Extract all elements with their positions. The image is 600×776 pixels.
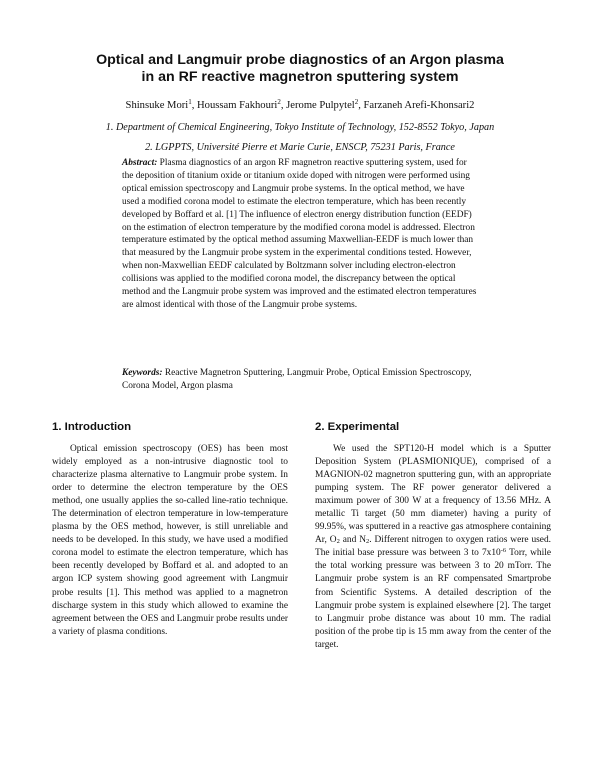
abstract-text: Plasma diagnostics of an argon RF magnetron reactive sputtering system, used for the deposition of titanium oxide or titanium oxide doped with nitrogen were performed using optical emission spectroscopy and Langmuir probe systems. In the optical method, we have used a modified corona model to estimate the electron temperature, which has been recently developed by Boffard et al. [1] The influence of electron energy distribution function (EEDF) on the estimation of electron temperature by the modified corona model is addressed. Electron temperature estimated by the optical method assuming Maxwellian-EEDF is much lower than that measured by the Langmuir probe system in the experimental conditions tested. However, when non-Maxwellian EEDF calculated by Boltzmann solver including electron-electron collisions was applied to the modified corona model, the discrepancy between the optical method and the Langmuir probe system was improved and the estimated electron temperatures are almost identical with those of the Langmuir probe systems.: [122, 158, 477, 310]
section-heading-experimental: 2. Experimental: [315, 421, 400, 433]
experimental-text-part-3: . Different nitrogen to oxygen ratios were used. The initial base pressure was between 3 to 7x10: [315, 535, 551, 559]
affiliation-2: 2. LGPPTS, Université Pierre et Marie Curie, ENSCP, 75231 Paris, France: [145, 142, 455, 153]
experimental-paragraph: [315, 443, 551, 652]
n2-subscript: 2: [365, 538, 370, 546]
author-list: Shinsuke Mori$^1$, Houssam Fakhouri$^2$, Jerome Pulpytel$^2$, Farzaneh Arefi-Khonsari2: [125, 98, 475, 111]
abstract: [122, 157, 480, 312]
title-line-1: Optical and Langmuir probe diagnostics of an Argon plasma: [96, 52, 504, 68]
paper-title: [40, 52, 560, 86]
author-name: Jerome Pulpytel: [286, 100, 355, 111]
introduction-column: [52, 443, 288, 639]
keywords: [122, 367, 480, 393]
o2-subscript: 2: [336, 538, 340, 546]
keywords-label: Keywords:: [122, 368, 163, 378]
title-line-2: in an RF reactive magnetron sputtering system: [141, 69, 459, 85]
abstract-label: Abstract:: [122, 158, 158, 168]
author-affiliation-mark: 2: [277, 98, 281, 106]
experimental-text-part-2: and N: [339, 535, 366, 546]
section-heading-introduction: 1. Introduction: [52, 421, 132, 433]
keywords-text: Reactive Magnetron Sputtering, Langmuir Probe, Optical Emission Spectroscopy, Corona Model, Argon plasma: [122, 368, 472, 391]
author-affiliation-mark: 2: [354, 98, 359, 106]
experimental-text-part-4: Torr, while the total working pressure was between 3 to 20 mTorr. The Langmuir probe system is an RF compensated Smartprobe from Scientific Systems. A detailed description of the Langmuir probe system is explained elsewhere [2]. The target to Langmuir probe distance was about 10 mm. The radial position of the probe tip is 15 mm away from the center of the target.: [315, 548, 551, 650]
author-name: Houssam Fakhouri: [197, 100, 278, 111]
experimental-text-part-1: We used the SPT120-H model which is a Sputter Deposition System (PLASMIONIQUE), comprised of a MAGNION-02 magnetron sputtering gun, with an appropriate pumping system. The RF power generator delivered a maximum power of 300 W at a frequency of 13.56 MHz. A metallic Ti target (50 mm diameter) having a purity of 99.95%, was sputtered in a reactive gas atmosphere containing Ar, O: [315, 444, 551, 546]
exponent-superscript: -6: [500, 547, 507, 555]
experimental-column: [315, 443, 551, 652]
affiliation-1: 1. Department of Chemical Engineering, Tokyo Institute of Technology, 152-8552 Tokyo, Japan: [105, 122, 495, 133]
introduction-paragraph: Optical emission spectroscopy (OES) has been most widely employed as a non-intrusive diagnostic tool to characterize plasma alternative to Langmuir probe system. In order to determine the electron temperature by the OES method, one usually applies the so-called line-ratio technique. The determination of electron temperature in low-temperature plasma by the OES method, however, is still unreliable and needs to be developed. In this study, we have used a modified corona model to estimate the electron temperature, which has been recently developed by Boffard et al. and adopted to an argon ICP system showing good agreement with Langmuir probe results [1]. This method was applied to a magnetron discharge system in this study which allowed to examine the agreement between the OES and Langmuir probe results under a variety of plasma conditions.: [52, 444, 288, 637]
author-name: Shinsuke Mori: [125, 100, 189, 111]
author-affiliation-mark: 1: [188, 98, 192, 106]
author-name: Farzaneh Arefi-Khonsari2: [363, 100, 475, 111]
